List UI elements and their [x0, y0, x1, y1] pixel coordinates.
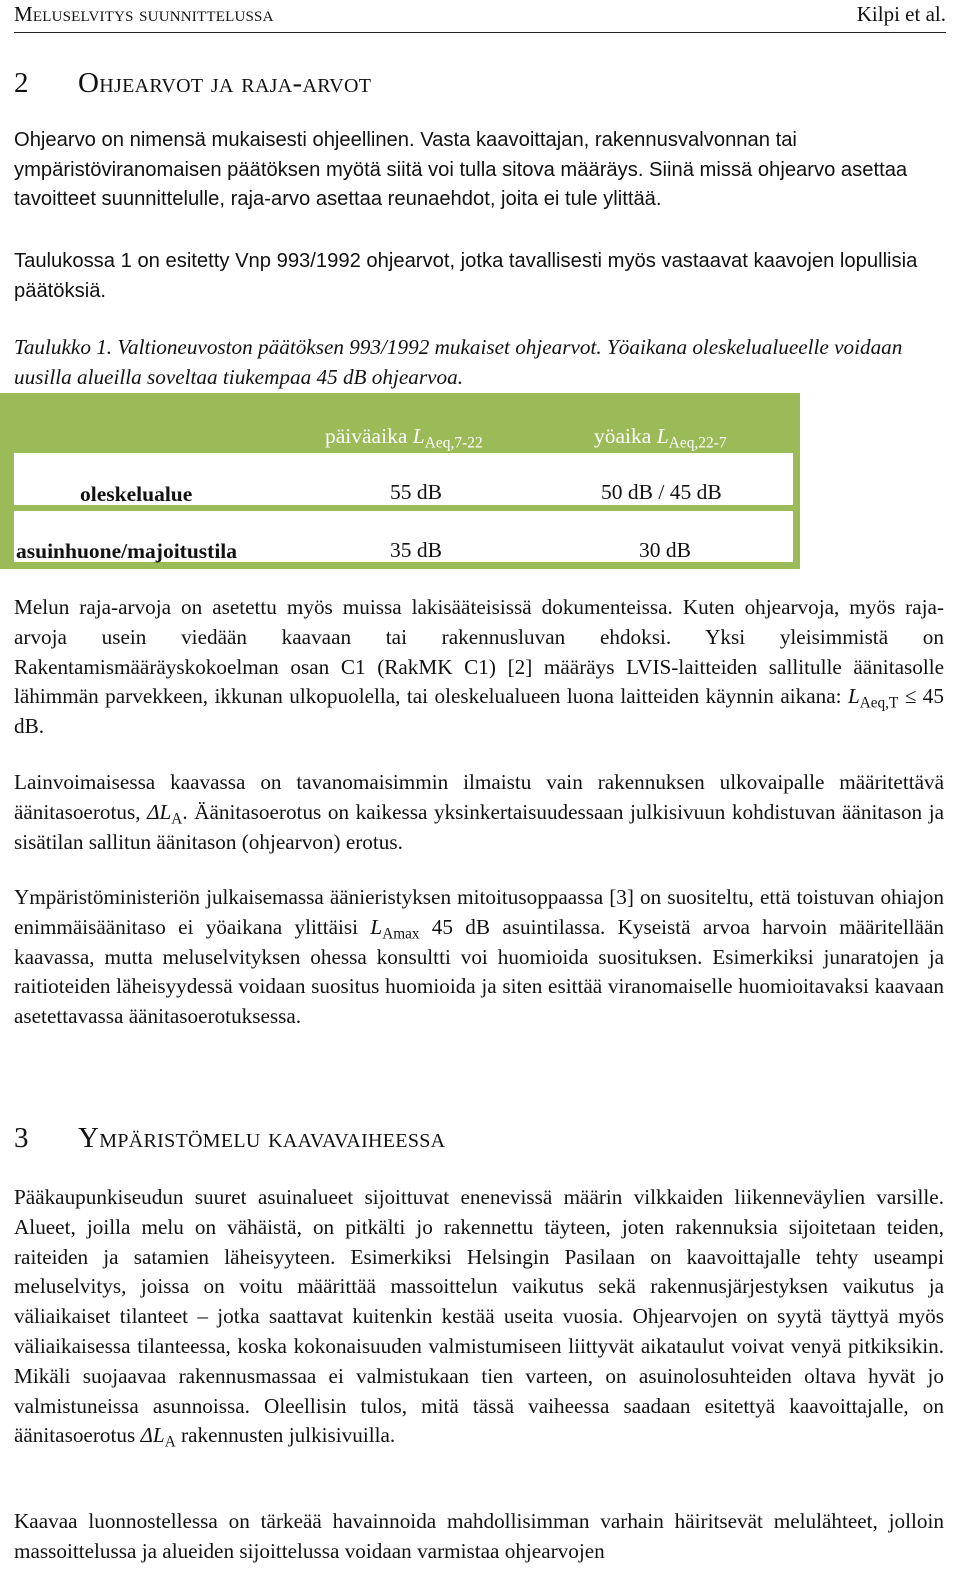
header-authors: Kilpi et al. — [856, 2, 946, 26]
table-caption: Taulukko 1. Valtioneuvoston päätöksen 993/1992 mukaiset ohjearvot. Yöaikana oleskelualueelle voidaan uusilla alueilla soveltaa tiukempaa 45 dB ohjearvoa. — [14, 335, 903, 389]
table-right-border — [793, 453, 800, 569]
section-title: Ympäristömelu kaavavaiheessa — [78, 1122, 446, 1154]
table-cell-day: 55 dB — [390, 480, 442, 504]
header-title: Meluselvitys suunnittelussa — [14, 2, 274, 26]
paragraph-lainvoimaisessa: Lainvoimaisessa kaavassa on tavanomaisimmin ilmaistu vain rakennuksen ulkovaipalle määritettävä äänitasoerotus, $\Delta L_A$. Äänitasoerotus on kaikessa yksinkertaisuudessaan julkisivuun kohdistuvan äänitason ja sisätilan sallitun äänitason (ohjearvon) erotus. — [14, 770, 944, 854]
section-number: 3 — [14, 1122, 29, 1154]
limit-values-table — [0, 393, 800, 569]
paragraph-kaavaa-luonnostellessa: Kaavaa luonnostellessa on tärkeää havainnoida mahdollisimman varhain häiritsevät melulähteet, jolloin massoittelussa ja alueiden sijoittelussa voidaan varmistaa ohjearvojen — [14, 1509, 944, 1563]
table-header-night: yöaika $L_{Aeq,22-7}$ — [594, 424, 727, 452]
section-heading-2 — [14, 66, 371, 100]
table-header-day: päiväaika $L_{Aeq,7-22}$ — [325, 424, 483, 452]
section-heading-3 — [14, 1121, 445, 1155]
paragraph-paakaupunkiseutu: Pääkaupunkiseudun suuret asuinalueet sijoittuvat enenevissä määrin vilkkaiden liikenneväylien varsille. Alueet, joilla melu on vähäistä, on pitkälti jo rakennettu täyteen, joten rakennuksia sijoitetaan teiden, raiteiden ja satamien läheisyyteen. Esimerkiksi Helsingin Pasilaan on kaavoittajalle tehty useampi meluselvitys, joissa on voitu määrittää massoittelun vaikutus sekä rakennusjärjestyksen vaikutus ja väliaikaiset tilanteet – jotka saattavat kuitenkin kestää useita vuosia. Ohjearvojen on syytä täyttyä myös väliaikaisessa tilanteessa, koska kokonaisuuden valmistumiseen liittyvät aikataulut voivat venyä pitkiksikin. Mikäli suojaavaa rakennusmassaa ei valmistukaan tien varteen, on asuinolosuhteiden oltava hyvät jo valmistuneissa asunnoissa. Oleellisin tulos, mitä tässä vaiheessa saadaan esitettyä kaavoittajalle, on äänitasoerotus $\Delta L_A$ rakennusten julkisivuilla. — [14, 1185, 944, 1451]
table-row-label: asuinhuone/majoitustila — [16, 539, 238, 563]
table-cell-day: 35 dB — [390, 538, 442, 562]
paragraph-ohjearvo: Ohjearvo on nimensä mukaisesti ohjeellinen. Vasta kaavoittajan, rakennusvalvonnan tai ympäristöviranomaisen päätöksen myötä siitä voi tulla sitova määräys. Siinä missä ohjearvo asettaa tavoitteet suunnittelulle, raja-arvo asettaa reunaehdot, joita ei tule ylittää. — [14, 129, 908, 210]
table-cell-night: 50 dB / 45 dB — [601, 480, 722, 504]
table-cell-night: 30 dB — [639, 538, 691, 562]
section-number: 2 — [14, 67, 29, 99]
paragraph-taulukossa: Taulukossa 1 on esitetty Vnp 993/1992 ohjearvot, jotka tavallisesti myös vastaavat kaavojen lopullisia päätöksiä. — [14, 250, 918, 302]
table-row-label: oleskelualue — [80, 482, 193, 506]
paragraph-ymparistoministerio: Ympäristöministeriön julkaisemassa äänieristyksen mitoitusoppaassa [3] on suositeltu, että toistuvan ohiajon enimmäisäänitaso ei yöaikana ylittäisi $L_{Amax}$ 45 dB asuintilassa. Kyseistä arvoa harvoin määritellään kaavassa, mutta meluselvityksen ohessa konsultti voi huomioida suosituksen. Esimerkiksi junaratojen ja raitioteiden läheisyydessä voidaan suositus huomioida ja siten esittää viranomaiselle huomioitavaksi kaavaan asetettavassa äänitasoerotuksessa. — [14, 885, 944, 1029]
paragraph-raja-arvot: Melun raja-arvoja on asetettu myös muissa lakisääteisissä dokumenteissa. Kuten ohjearvoja, myös raja-arvoja usein viedään kaavaan tai rakennusluvan ehdoksi. Yksi yleisimmistä on Rakentamismääräyskokoelman osan C1 (RakMK C1) [2] määräys LVIS-laitteiden sallitulle äänitasolle lähimmän parvekkeen, ikkunan ulkopuolella, tai oleskelualueen luona laitteiden käynnin aikana: $L_{Aeq,T} \le 45$ dB. — [14, 595, 944, 739]
running-header — [14, 0, 946, 33]
table-left-border — [0, 453, 14, 569]
section-title: Ohjearvot ja raja-arvot — [78, 67, 372, 99]
